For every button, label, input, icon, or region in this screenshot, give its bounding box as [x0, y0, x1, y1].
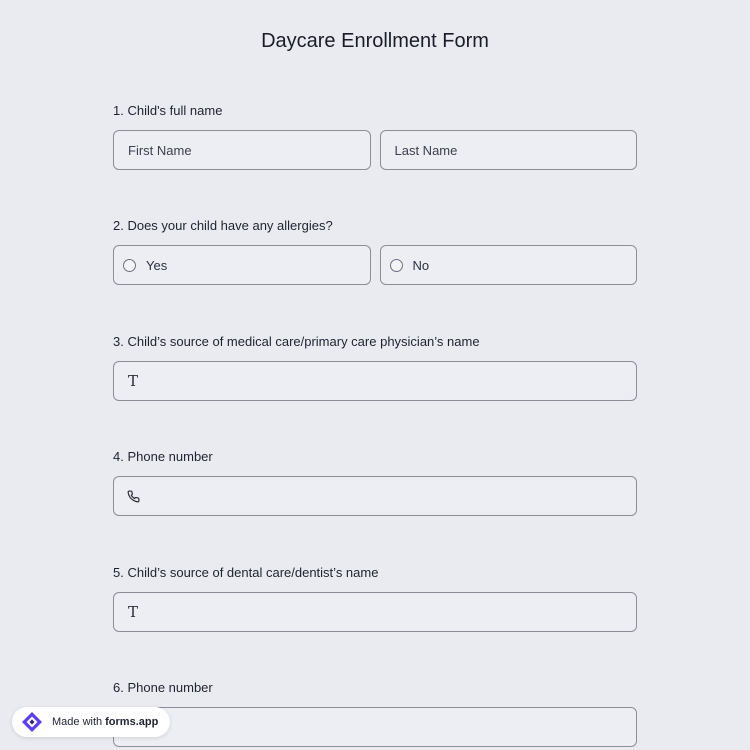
- phone-input[interactable]: [149, 489, 622, 504]
- phone-field[interactable]: [113, 476, 637, 516]
- question-label: 2. Does your child have any allergies?: [113, 218, 333, 233]
- phone-input[interactable]: [149, 720, 622, 735]
- phone-field[interactable]: [113, 707, 637, 747]
- radio-option-no[interactable]: [380, 245, 638, 285]
- text-icon: T: [127, 372, 138, 390]
- question-label: 5. Child’s source of dental care/dentist’s name: [113, 565, 379, 580]
- dental-care-field[interactable]: [113, 592, 637, 632]
- first-name-field[interactable]: [113, 130, 371, 170]
- phone-icon: [125, 488, 141, 504]
- question-child-name: [113, 103, 637, 170]
- radio-option-label: Yes: [146, 257, 168, 273]
- page-title: Daycare Enrollment Form: [261, 30, 489, 52]
- radio-option-label: No: [412, 257, 430, 273]
- question-phone-2: [113, 680, 637, 747]
- medical-care-field[interactable]: [113, 361, 637, 401]
- question-label: 3. Child’s source of medical care/primary care physician’s name: [113, 334, 480, 349]
- question-label: 6. Phone number: [113, 680, 213, 695]
- question-dental-care: [113, 565, 637, 632]
- question-label: 4. Phone number: [113, 449, 213, 464]
- forms-app-logo-icon: [20, 710, 44, 734]
- radio-circle-icon[interactable]: [390, 259, 403, 272]
- text-icon: T: [127, 603, 138, 621]
- radio-circle-icon[interactable]: [123, 259, 136, 272]
- medical-care-input[interactable]: [149, 374, 622, 389]
- badge-prefix: Made with: [52, 716, 103, 728]
- badge-brand: forms.app: [105, 716, 159, 728]
- last-name-field[interactable]: [380, 130, 638, 170]
- radio-option-yes[interactable]: [113, 245, 371, 285]
- first-name-input[interactable]: [128, 143, 356, 158]
- question-phone-1: [113, 449, 637, 516]
- dental-care-input[interactable]: [149, 605, 622, 620]
- question-allergies: [113, 218, 637, 285]
- question-medical-care: [113, 334, 637, 401]
- made-with-badge[interactable]: [12, 707, 170, 737]
- question-label: 1. Child's full name: [113, 103, 223, 118]
- last-name-input[interactable]: [395, 143, 623, 158]
